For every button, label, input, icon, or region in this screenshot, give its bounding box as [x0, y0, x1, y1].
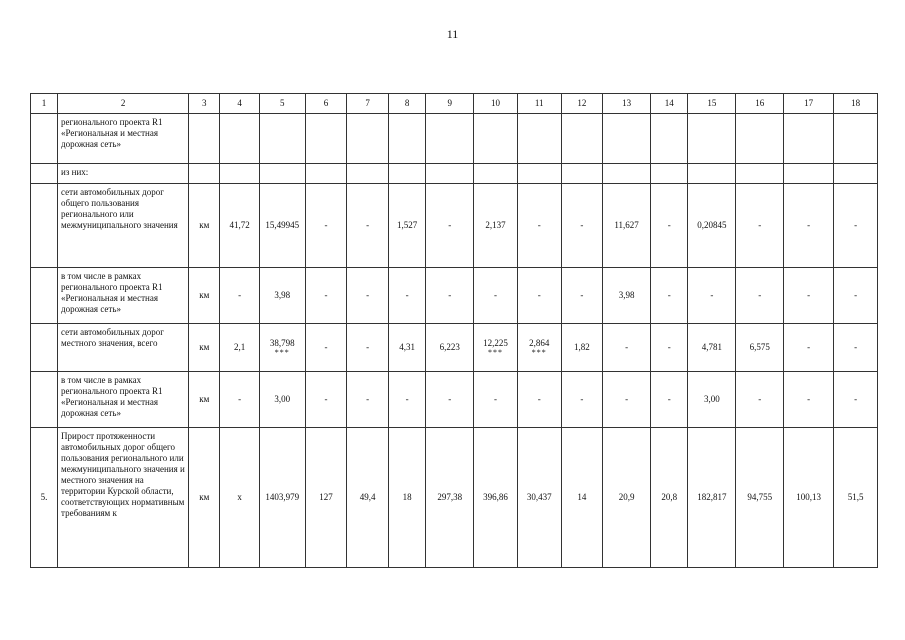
value-text: - — [448, 220, 452, 230]
value-cell — [784, 324, 834, 372]
value-text: - — [537, 394, 541, 404]
value-cell — [474, 114, 518, 164]
value-cell — [784, 114, 834, 164]
description-cell: из них: — [58, 164, 189, 184]
value-cell — [220, 114, 260, 164]
column-header-1: 1 — [31, 94, 58, 114]
value-cell — [388, 184, 425, 268]
value-text: - — [366, 394, 370, 404]
value-cell — [517, 324, 561, 372]
value-cell — [834, 114, 878, 164]
value-cell — [651, 268, 688, 324]
value-text: - — [366, 342, 370, 352]
table-header — [31, 94, 878, 114]
value-cell — [474, 164, 518, 184]
value-cell — [834, 184, 878, 268]
value-text: 3,98 — [274, 290, 291, 300]
unit-cell: км — [189, 324, 220, 372]
value-text: 1,82 — [573, 342, 590, 352]
value-cell — [220, 372, 260, 428]
value-cell — [305, 184, 347, 268]
table-row — [31, 184, 878, 268]
value-cell — [603, 268, 651, 324]
value-cell — [688, 372, 736, 428]
value-cell — [259, 114, 305, 164]
value-text: 2,864 — [529, 338, 550, 348]
value-cell — [305, 114, 347, 164]
value-text: 20,8 — [661, 492, 678, 502]
value-text: 182,817 — [697, 492, 727, 502]
value-cell — [259, 372, 305, 428]
value-cell — [305, 324, 347, 372]
value-cell — [259, 164, 305, 184]
value-cell — [347, 428, 389, 568]
unit-cell — [189, 164, 220, 184]
value-text: 38,798 — [269, 338, 295, 348]
value-cell — [603, 428, 651, 568]
value-cell — [347, 114, 389, 164]
description-cell: в том числе в рамках регионального проекта R1 «Региональная и местная дорожная сеть» — [58, 268, 189, 324]
value-cell — [347, 324, 389, 372]
value-text: 49,4 — [359, 492, 376, 502]
value-cell — [220, 324, 260, 372]
value-text: - — [238, 394, 242, 404]
value-cell — [388, 324, 425, 372]
value-cell — [736, 164, 784, 184]
column-header-12: 12 — [561, 94, 603, 114]
column-header-4: 4 — [220, 94, 260, 114]
column-header-18: 18 — [834, 94, 878, 114]
value-text: 1,527 — [396, 220, 418, 230]
value-cell — [517, 164, 561, 184]
column-header-6: 6 — [305, 94, 347, 114]
value-text: - — [494, 290, 498, 300]
value-cell — [603, 114, 651, 164]
value-text: - — [448, 394, 452, 404]
value-cell — [736, 268, 784, 324]
value-text: - — [448, 290, 452, 300]
column-header-11: 11 — [517, 94, 561, 114]
value-cell — [474, 268, 518, 324]
value-cell — [474, 324, 518, 372]
value-text: - — [807, 342, 811, 352]
value-text: - — [405, 290, 409, 300]
value-text: 2,1 — [233, 342, 246, 352]
value-text: - — [667, 342, 671, 352]
value-text: - — [854, 394, 858, 404]
value-text: - — [324, 220, 328, 230]
value-cell — [259, 428, 305, 568]
value-text: - — [807, 290, 811, 300]
value-cell — [259, 324, 305, 372]
value-cell — [561, 164, 603, 184]
value-text: 3,00 — [274, 394, 291, 404]
value-cell — [736, 324, 784, 372]
value-cell — [561, 372, 603, 428]
column-header-9: 9 — [426, 94, 474, 114]
value-cell — [784, 268, 834, 324]
value-text: - — [854, 290, 858, 300]
value-cell — [474, 428, 518, 568]
description-cell: в том числе в рамках регионального проекта R1 «Региональная и местная дорожная сеть» — [58, 372, 189, 428]
value-cell — [561, 268, 603, 324]
value-cell — [651, 184, 688, 268]
value-cell — [784, 184, 834, 268]
value-text: 4,31 — [399, 342, 415, 352]
value-cell — [347, 184, 389, 268]
value-text: 18 — [402, 492, 412, 502]
value-text: 1403,979 — [265, 492, 300, 502]
data-table — [30, 93, 878, 568]
value-text: 3,98 — [618, 290, 635, 300]
value-cell — [517, 268, 561, 324]
value-cell — [426, 428, 474, 568]
unit-cell: км — [189, 268, 220, 324]
value-text: 297,38 — [437, 492, 463, 502]
column-header-2: 2 — [58, 94, 189, 114]
description-cell: сети автомобильных дорог общего пользования регионального или межмуниципального значения — [58, 184, 189, 268]
value-text: 94,755 — [747, 492, 773, 502]
value-text: - — [854, 220, 858, 230]
value-text: 4,781 — [701, 342, 723, 352]
value-text: - — [667, 290, 671, 300]
value-cell — [388, 114, 425, 164]
value-text: - — [710, 290, 714, 300]
value-cell — [784, 372, 834, 428]
value-cell — [220, 268, 260, 324]
value-text: 12,225 — [483, 338, 508, 348]
value-cell — [426, 372, 474, 428]
value-cell — [347, 372, 389, 428]
value-text: - — [854, 342, 858, 352]
page-number: 11 — [446, 27, 459, 41]
value-text: - — [324, 290, 328, 300]
value-text: 396,86 — [483, 492, 508, 502]
value-cell — [736, 184, 784, 268]
value-text: - — [667, 220, 671, 230]
unit-cell: км — [189, 428, 220, 568]
value-text: - — [405, 394, 409, 404]
value-cell — [517, 184, 561, 268]
footnote-marker: *** — [274, 348, 290, 357]
value-cell — [651, 114, 688, 164]
value-cell — [603, 324, 651, 372]
row-number-cell — [31, 114, 58, 164]
value-cell — [561, 184, 603, 268]
value-text: - — [366, 220, 370, 230]
value-cell — [688, 324, 736, 372]
value-cell — [688, 164, 736, 184]
value-text: - — [667, 394, 671, 404]
description-cell: сети автомобильных дорог местного значения, всего — [58, 324, 189, 372]
value-cell — [426, 324, 474, 372]
table-row — [31, 324, 878, 372]
value-text: 100,13 — [796, 492, 822, 502]
value-text: 0,20845 — [697, 220, 727, 230]
value-cell — [305, 268, 347, 324]
column-header-3: 3 — [189, 94, 220, 114]
value-cell — [834, 164, 878, 184]
value-cell — [388, 372, 425, 428]
value-text: - — [580, 290, 584, 300]
value-text: - — [625, 342, 629, 352]
column-header-13: 13 — [603, 94, 651, 114]
value-text: 41,72 — [229, 220, 250, 230]
value-text: 51,5 — [847, 492, 864, 502]
value-cell — [834, 324, 878, 372]
value-text: 6,223 — [439, 342, 460, 352]
value-text: - — [807, 394, 811, 404]
value-text: - — [366, 290, 370, 300]
table-row — [31, 268, 878, 324]
value-cell — [517, 114, 561, 164]
footnote-marker: *** — [488, 348, 504, 357]
value-cell — [259, 184, 305, 268]
row-number-cell — [31, 184, 58, 268]
value-cell — [651, 324, 688, 372]
value-cell — [561, 114, 603, 164]
description-cell: регионального проекта R1 «Региональная и местная дорожная сеть» — [58, 114, 189, 164]
value-cell — [688, 114, 736, 164]
row-number-cell — [31, 372, 58, 428]
value-text: 11,627 — [614, 220, 639, 230]
value-text: x — [237, 492, 242, 502]
column-header-15: 15 — [688, 94, 736, 114]
value-cell — [517, 372, 561, 428]
value-text: 6,575 — [749, 342, 770, 352]
value-cell — [603, 372, 651, 428]
value-text: - — [758, 220, 762, 230]
value-text: - — [580, 220, 584, 230]
column-header-10: 10 — [474, 94, 518, 114]
value-cell — [784, 164, 834, 184]
value-cell — [651, 372, 688, 428]
table-body — [31, 114, 878, 568]
value-cell — [426, 268, 474, 324]
value-text: 127 — [319, 492, 333, 502]
value-text: - — [758, 394, 762, 404]
value-text: - — [324, 394, 328, 404]
value-text: 2,137 — [485, 220, 506, 230]
table-row — [31, 428, 878, 568]
value-cell — [736, 114, 784, 164]
value-text: - — [537, 290, 541, 300]
value-cell — [561, 324, 603, 372]
value-cell — [834, 372, 878, 428]
footnote-marker: *** — [531, 348, 547, 357]
value-cell — [651, 164, 688, 184]
value-text: - — [238, 290, 242, 300]
table-row — [31, 164, 878, 184]
value-cell — [651, 428, 688, 568]
row-number-cell: 5. — [31, 428, 58, 568]
value-cell — [388, 428, 425, 568]
column-header-16: 16 — [736, 94, 784, 114]
value-cell — [561, 428, 603, 568]
unit-cell — [189, 114, 220, 164]
column-header-8: 8 — [388, 94, 425, 114]
value-cell — [305, 428, 347, 568]
value-text: 30,437 — [526, 492, 552, 502]
value-text: - — [537, 220, 541, 230]
value-text: 14 — [577, 492, 587, 502]
value-cell — [474, 184, 518, 268]
unit-cell: км — [189, 372, 220, 428]
value-cell — [603, 184, 651, 268]
column-header-7: 7 — [347, 94, 389, 114]
value-cell — [784, 428, 834, 568]
table-row — [31, 372, 878, 428]
value-cell — [220, 164, 260, 184]
value-cell — [834, 268, 878, 324]
value-cell — [474, 372, 518, 428]
value-text: - — [758, 290, 762, 300]
value-cell — [688, 428, 736, 568]
column-header-5: 5 — [259, 94, 305, 114]
value-cell — [220, 428, 260, 568]
description-cell: Прирост протяженности автомобильных дорог общего пользования регионального или межмуниципального значения и местного значения на территории Курской области, соответствующих нормативным требованиям к — [58, 428, 189, 568]
value-text: - — [625, 394, 629, 404]
value-cell — [603, 164, 651, 184]
row-number-cell — [31, 324, 58, 372]
value-cell — [517, 428, 561, 568]
value-text: 3,00 — [704, 394, 720, 404]
value-cell — [834, 428, 878, 568]
value-cell — [688, 184, 736, 268]
row-number-cell — [31, 268, 58, 324]
value-cell — [220, 184, 260, 268]
value-text: 20,9 — [618, 492, 635, 502]
value-cell — [736, 372, 784, 428]
value-text: - — [494, 394, 498, 404]
column-header-14: 14 — [651, 94, 688, 114]
value-cell — [347, 164, 389, 184]
value-text: - — [580, 394, 584, 404]
value-text: - — [807, 220, 811, 230]
row-number-cell — [31, 164, 58, 184]
value-cell — [388, 268, 425, 324]
table-row — [31, 114, 878, 164]
value-text: - — [324, 342, 328, 352]
value-cell — [688, 268, 736, 324]
value-cell — [347, 268, 389, 324]
value-cell — [305, 372, 347, 428]
value-text: 15,49945 — [265, 220, 300, 230]
column-header-17: 17 — [784, 94, 834, 114]
value-cell — [259, 268, 305, 324]
value-cell — [426, 184, 474, 268]
value-cell — [736, 428, 784, 568]
value-cell — [426, 164, 474, 184]
value-cell — [426, 114, 474, 164]
value-cell — [305, 164, 347, 184]
value-cell — [388, 164, 425, 184]
unit-cell: км — [189, 184, 220, 268]
